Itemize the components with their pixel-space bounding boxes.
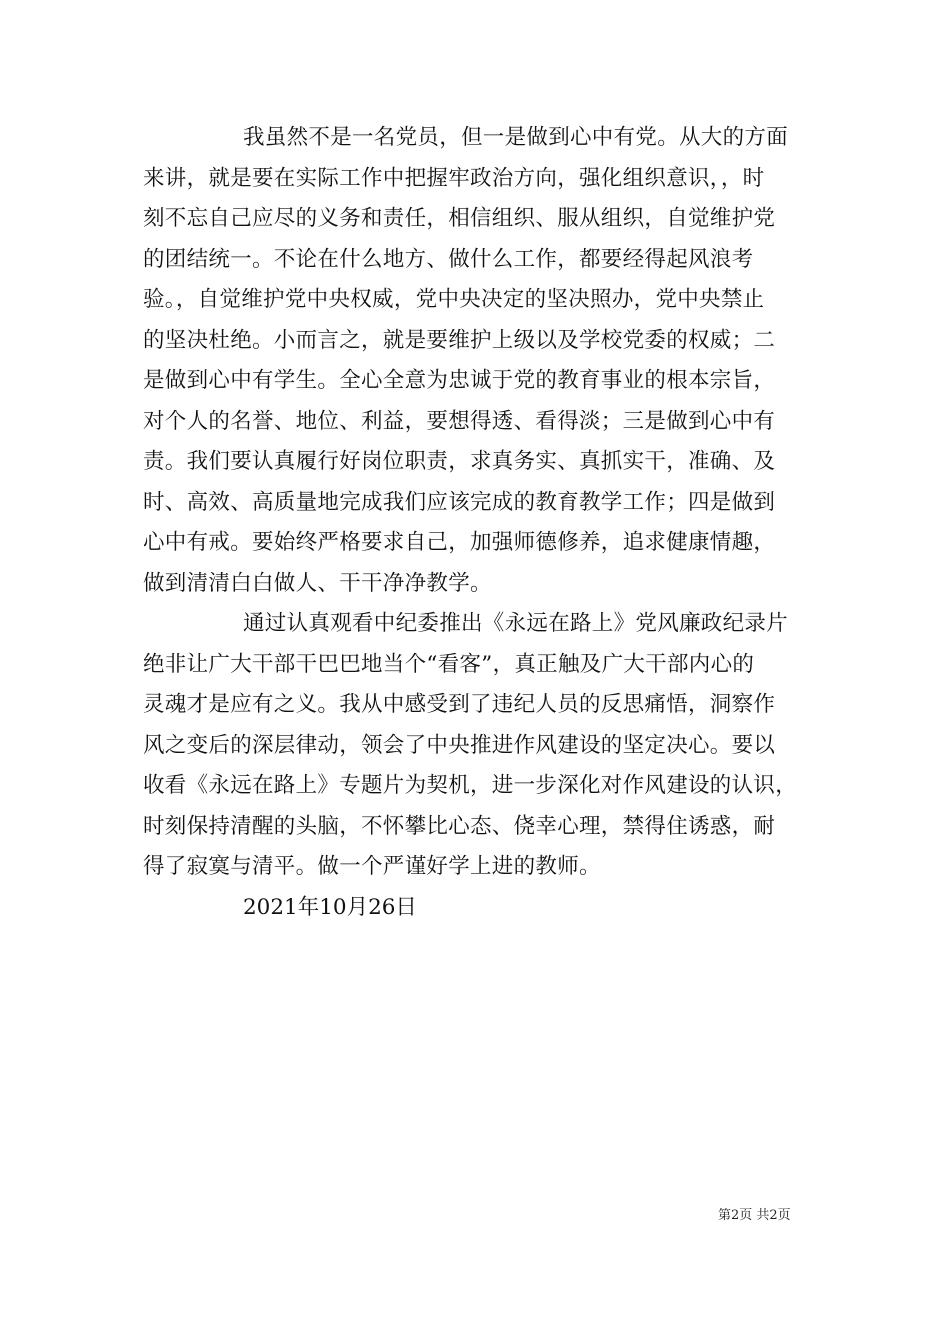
text-line: 对个人的名誉、地位、利益，要想得透、看得淡；三是做到心中有 — [143, 408, 776, 434]
text-line: 的坚决杜绝。小而言之，就是要维护上级以及学校党委的权威；二 — [143, 327, 776, 353]
text-line: 通过认真观看中纪委推出《永远在路上》党风廉政纪录片 — [243, 611, 789, 636]
text-line: 灵魂才是应有之义。我从中感受到了违纪人员的反思痛悟，洞察作 — [143, 692, 776, 717]
paragraph-1 — [143, 118, 815, 604]
text-line: 验。，自觉维护党中央权威，党中央决定的坚决照办，党中央禁止 — [143, 287, 765, 312]
text-line: 责。我们要认真履行好岗位职责，求真务实、真抓实干，准确、及 — [143, 449, 776, 474]
document-date: 2021年10月26日 — [243, 894, 417, 920]
text-line: 的团结统一。不论在什么地方、做什么工作，都要经得起风浪考 — [143, 246, 754, 272]
text-line: 绝非让广大干部干巴巴地当个“看客”，真正触及广大干部内心的 — [143, 651, 755, 677]
text-line: 得了寂寞与清平。做一个严谨好学上进的教师。 — [143, 854, 601, 879]
page-number: 第2页 共2页 — [718, 1208, 791, 1223]
text-line: 来讲，就是要在实际工作中把握牢政治方向，强化组织意识，，时 — [143, 165, 765, 191]
text-line: 时刻保持清醒的头脑，不怀攀比心态、侥幸心理，禁得住诱惑，耐 — [143, 813, 776, 839]
text-line: 风之变后的深层律动，领会了中央推进作风建设的坚定决心。要以 — [143, 732, 776, 758]
text-line: 是做到心中有学生。全心全意为忠诚于党的教育事业的根本宗旨， — [143, 368, 776, 393]
text-line: 做到清清白白做人、干干净净教学。 — [143, 570, 492, 596]
text-line: 刻不忘自己应尽的义务和责任，相信组织、服从组织，自觉维护党 — [143, 206, 776, 231]
text-line: 时、高效、高质量地完成我们应该完成的教育教学工作；四是做到 — [143, 489, 776, 515]
text-line: 我虽然不是一名党员，但一是做到心中有党。从大的方面 — [243, 125, 789, 150]
text-line: 收看《永远在路上》专题片为契机，进一步深化对作风建设的认识， — [143, 773, 798, 798]
paragraph-2 — [143, 604, 815, 888]
text-line: 心中有戒。要始终严格要求自己，加强师德修养，追求健康情趣， — [143, 530, 776, 555]
document-body — [143, 118, 815, 928]
